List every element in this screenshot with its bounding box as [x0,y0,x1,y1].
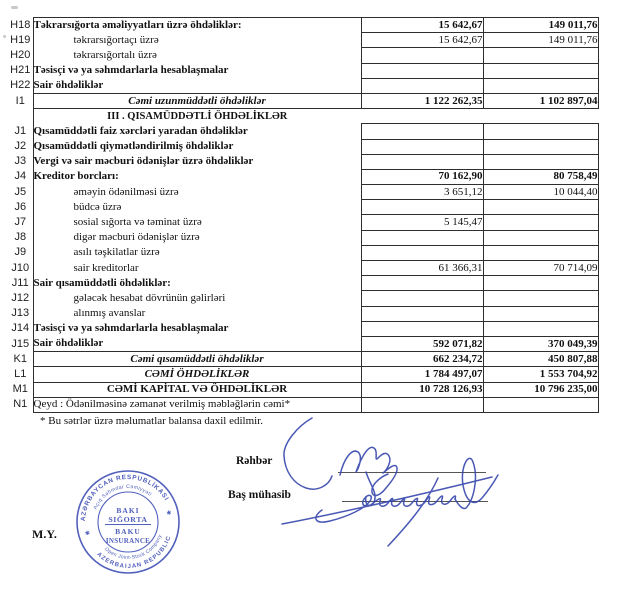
table-row [8,109,598,124]
value-col-2 [483,245,598,260]
signature-stroke [282,477,492,524]
table-row [8,48,598,63]
table-row [8,200,598,215]
value-col-2: 149 011,76 [483,18,598,33]
row-code: H21 [10,64,31,77]
row-code: L1 [14,367,27,380]
signature-stroke [455,458,498,508]
value-col-1: 1 122 262,35 [361,93,483,108]
value-col-2 [483,215,598,230]
row-description: CƏMİ ÖHDƏLİKLƏR [33,367,361,382]
value-col-2: 450 807,88 [483,352,598,367]
value-col-1: 70 162,90 [361,169,483,184]
table-row [8,261,598,276]
value-col-2 [483,200,598,215]
value-col-2: 70 714,09 [483,261,598,276]
table-row [8,185,598,200]
table-row [8,215,598,230]
row-description: Qısamüddətli qiymətləndirilmiş öhdəliklər [33,139,361,154]
row-description: digər məcburi ödənişlər üzrə [33,230,361,245]
row-code [8,109,33,124]
table-row [8,18,598,33]
value-col-1 [361,139,483,154]
row-description: asılı təşkilatlar üzrə [33,245,361,260]
value-col-1: 1 784 497,07 [361,367,483,382]
value-col-2 [483,154,598,169]
value-col-2: 1 553 704,92 [483,367,598,382]
row-description: Kreditor borcları: [33,169,361,184]
row-code: M1 [12,383,28,396]
row-code: H20 [10,48,31,61]
value-col-1: 15 642,67 [361,18,483,33]
row-description: Qısamüddətli faiz xərcləri yaradan öhdəliklər [33,124,361,139]
value-col-1 [361,306,483,321]
row-code: J15 [11,337,30,350]
value-col-1 [361,291,483,306]
row-code: I1 [15,94,25,107]
value-col-1: 15 642,67 [361,33,483,48]
stamp-arc-text-top-inner: Açıq Səhmdar Cəmiyyəti [92,484,153,511]
value-col-2 [483,276,598,291]
table-row [8,93,598,108]
table-row [8,33,598,48]
table-row [8,78,598,93]
value-col-1: 592 071,82 [361,336,483,351]
value-col-1: 3 651,12 [361,185,483,200]
value-col-1 [361,245,483,260]
table-row [8,230,598,245]
row-description: Sair öhdəliklər [33,336,361,351]
row-description: təkrarsığortalı üzrə [33,48,361,63]
row-code: J5 [14,185,27,198]
row-description: Cəmi uzunmüddətli öhdəliklər [33,93,361,108]
row-code: J3 [14,155,27,168]
table-row [8,321,598,336]
scan-artifact [3,35,6,38]
table-row [8,306,598,321]
row-description: alınmış avanslar [33,306,361,321]
signature-stroke [388,478,438,546]
row-description: təkrarsığortaçı üzrə [33,33,361,48]
signature-ink [270,405,570,565]
row-description: gələcək hesabat dövrünün gəlirləri [33,291,361,306]
table-row [8,291,598,306]
row-code: J14 [11,322,30,335]
seal-place-label: M.Y. [32,527,57,541]
table-row [8,245,598,260]
value-col-1: 10 728 126,93 [361,382,483,397]
value-col-2 [483,63,598,78]
value-col-1: 5 145,47 [361,215,483,230]
value-col-2 [483,230,598,245]
table-row [8,382,598,397]
row-code: J8 [14,231,27,244]
stamp-arc-text-bottom-outer: AZERBAIJAN REPUBLIC [95,534,173,570]
value-col-2 [483,306,598,321]
value-col-1 [361,78,483,93]
table-row [8,139,598,154]
row-description: əməyin ödənilməsi üzrə [33,185,361,200]
row-description: III . QISAMÜDDƏTLİ ÖHDƏLİKLƏR [33,109,361,124]
value-col-1 [361,63,483,78]
value-col-1 [361,124,483,139]
stamp-center-line3: BAKU [115,527,141,536]
row-code: H22 [10,79,31,92]
value-col-2 [483,124,598,139]
stamp-arc-text-top-outer: AZƏRBAYCAN RESPUBLİKASI [79,473,170,522]
company-stamp-seal [72,466,184,578]
row-code: J7 [14,216,27,229]
signature-stroke [340,447,397,495]
row-description: Vergi və sair məcburi ödənişlər üzrə öhdəliklər [33,154,361,169]
row-code: J12 [11,291,30,304]
row-code: J4 [14,170,27,183]
row-description: Sair qısamüddətli öhdəliklər: [33,276,361,291]
row-description: Təkrarsığorta əməliyyatları üzrə öhdəliklər: [33,18,361,33]
table-row [8,367,598,382]
row-code: J9 [14,246,27,259]
value-col-2: 1 102 897,04 [483,93,598,108]
row-code: J1 [14,124,27,137]
row-code: K1 [13,352,27,365]
value-col-2 [483,139,598,154]
value-col-2: 149 011,76 [483,33,598,48]
value-col-1: 61 366,31 [361,261,483,276]
value-col-2 [483,321,598,336]
row-code: J10 [11,261,30,274]
table-row [8,336,598,351]
row-code: N1 [13,398,28,411]
value-col-2 [483,78,598,93]
table-row [8,124,598,139]
value-col-2: 10 796 235,00 [483,382,598,397]
stamp-center-line4: INSURANCE [105,537,151,545]
row-description: sair kreditorlar [33,261,361,276]
stamp-center-line1: BAKI [116,506,140,515]
row-code: J2 [14,140,27,153]
value-col-2: 370 049,39 [483,336,598,351]
row-code: J11 [11,276,29,289]
table-row [8,63,598,78]
row-code: H19 [10,33,31,46]
row-description: büdcə üzrə [33,200,361,215]
value-col-2: 10 044,40 [483,185,598,200]
stamp-center-line2: SIĞORTA [108,515,148,524]
balance-table [8,17,599,413]
value-col-2: 80 758,49 [483,169,598,184]
row-description: Sair öhdəliklər [33,78,361,93]
signature-stroke [284,418,332,489]
table-row [8,276,598,291]
table-row [8,154,598,169]
value-col-2 [483,109,598,124]
row-code: H18 [10,18,31,31]
signature-stroke [316,495,456,522]
row-description: Təsisçi və ya səhmdarlarla hesablaşmalar [33,321,361,336]
value-col-2 [483,48,598,63]
value-col-1 [361,276,483,291]
row-description: sosial sığorta və təminat üzrə [33,215,361,230]
stamp-star-left: ✱ [84,530,91,538]
row-description: Təsisçi və ya səhmdarlarla hesablaşmalar [33,63,361,78]
table-row [8,169,598,184]
value-col-2 [483,291,598,306]
value-col-1 [361,321,483,336]
director-label: Rəhbər [236,455,273,467]
value-col-1 [361,154,483,169]
balance-table-body [8,18,598,413]
footnote: * Bu sətrlər üzrə məlumatlar balansa daxil edilmir. [40,415,263,427]
row-description: CƏMİ KAPİTAL VƏ ÖHDƏLİKLƏR [33,382,361,397]
scan-artifact [11,6,18,9]
value-col-1 [361,200,483,215]
value-col-1: 662 234,72 [361,352,483,367]
stamp-arc-text-bottom-inner: Open Joint-Stock Company [103,533,164,561]
chief-accountant-label: Baş mühasib [228,489,291,501]
row-description: Cəmi qısamüddətli öhdəliklər [33,352,361,367]
stamp-star-right: ✱ [166,510,173,518]
row-code: J13 [11,307,30,320]
value-col-1 [361,109,483,124]
value-col-1 [361,48,483,63]
value-col-1 [361,230,483,245]
row-code: J6 [14,200,27,213]
row-description: Qeyd : Ödənilməsinə zəmanət verilmiş məbləğlərin cəmi* [33,397,361,412]
table-row [8,352,598,367]
